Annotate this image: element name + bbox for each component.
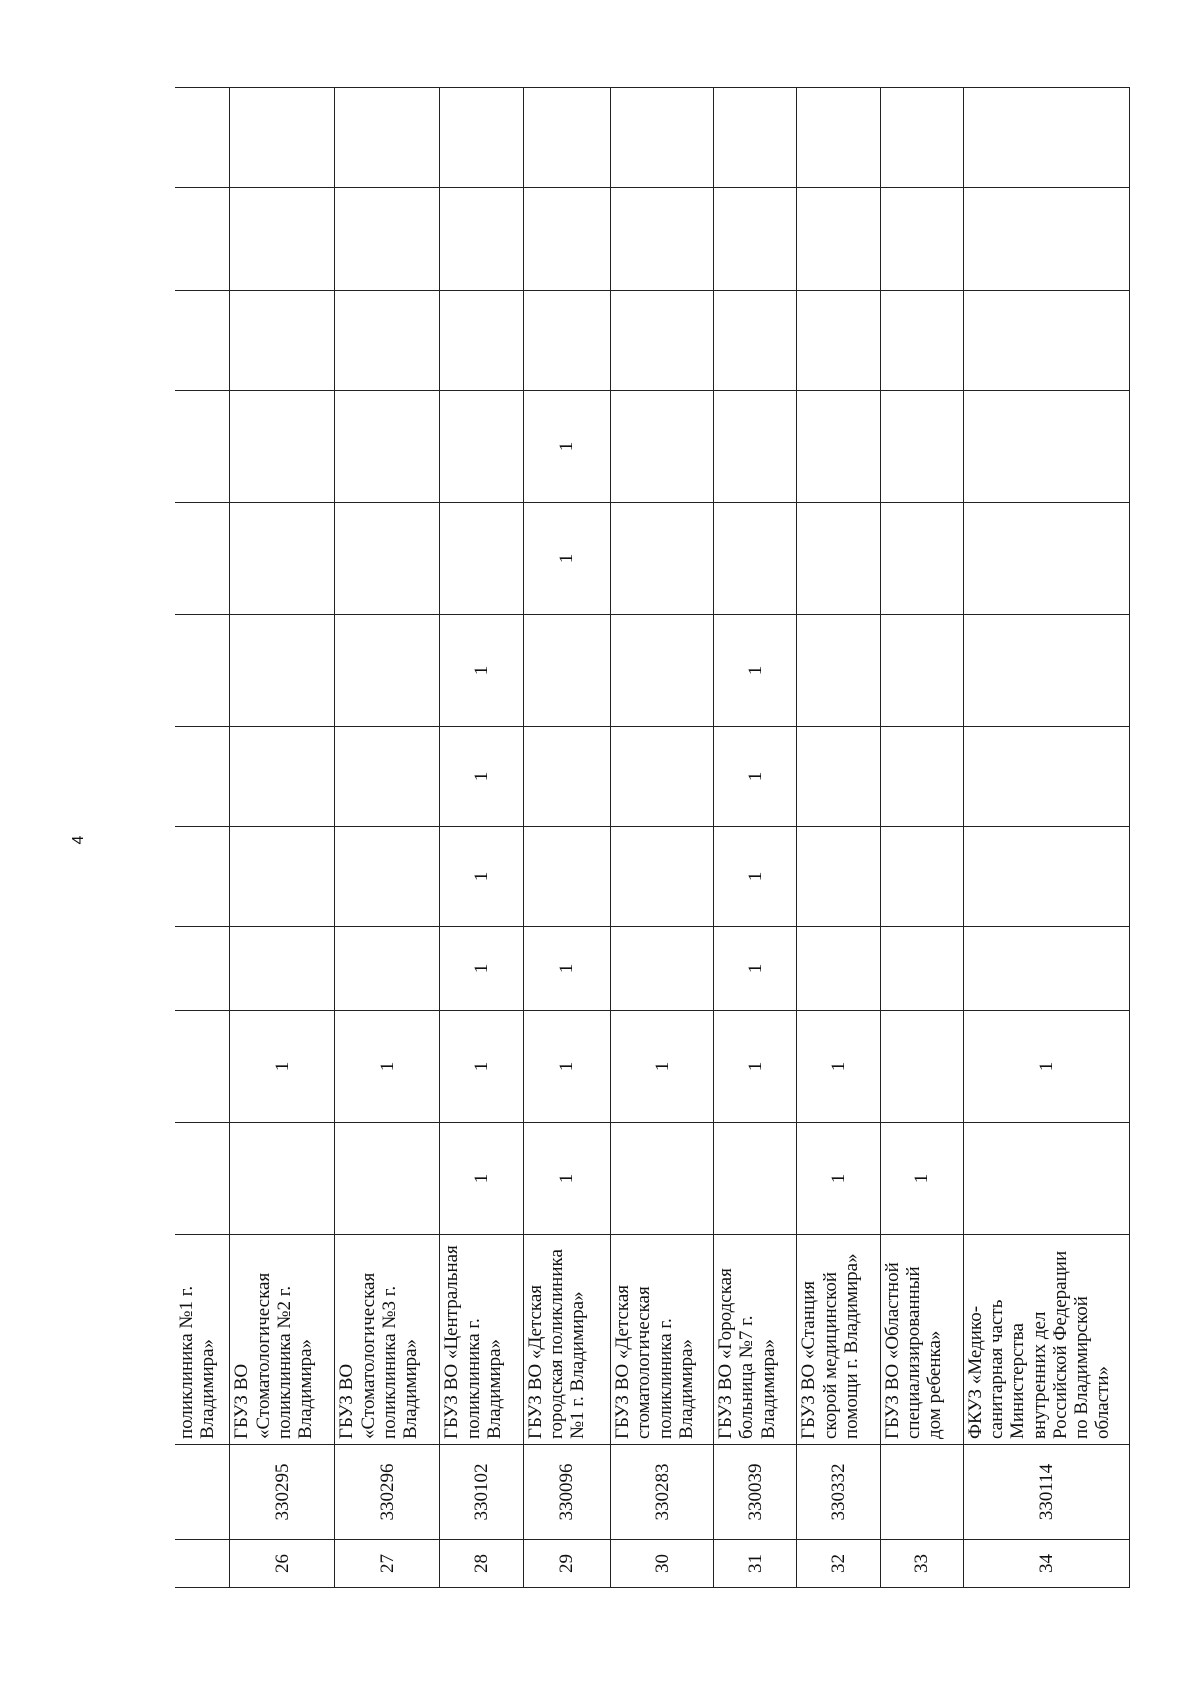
cell-mark xyxy=(335,188,440,291)
cell-mark xyxy=(714,188,797,291)
cell-mark xyxy=(523,188,611,291)
cell-mark xyxy=(335,391,440,503)
cell-mark xyxy=(335,291,440,391)
cell-mark xyxy=(523,615,611,727)
cell-facility-name: поликлиника №1 г. Владимира» xyxy=(175,1235,230,1445)
cell-mark xyxy=(335,827,440,927)
table-row xyxy=(335,88,440,1588)
cell-mark xyxy=(611,1123,714,1235)
cell-mark xyxy=(611,615,714,727)
cell-mark xyxy=(880,727,963,827)
cell-mark: 1 xyxy=(523,391,611,503)
cell-code: 330102 xyxy=(440,1445,523,1540)
cell-number: 28 xyxy=(440,1540,523,1588)
cell-mark xyxy=(335,727,440,827)
cell-mark: 1 xyxy=(440,1011,523,1123)
cell-mark xyxy=(963,1123,1129,1235)
cell-mark xyxy=(797,615,880,727)
cell-mark xyxy=(797,88,880,188)
cell-mark: 1 xyxy=(230,1011,335,1123)
cell-facility-name: ГБУЗ ВО «Детская стоматологическая поликлиника г. Владимира» xyxy=(611,1235,714,1445)
cell-mark xyxy=(230,88,335,188)
cell-mark: 1 xyxy=(440,827,523,927)
table-row xyxy=(714,88,797,1588)
cell-code: 330332 xyxy=(797,1445,880,1540)
cell-mark xyxy=(611,188,714,291)
cell-mark xyxy=(175,1011,230,1123)
cell-mark xyxy=(963,615,1129,727)
cell-mark: 1 xyxy=(440,1123,523,1235)
cell-mark xyxy=(797,927,880,1011)
cell-mark xyxy=(880,827,963,927)
cell-code: 330039 xyxy=(714,1445,797,1540)
cell-number: 29 xyxy=(523,1540,611,1588)
cell-mark xyxy=(611,927,714,1011)
cell-mark: 1 xyxy=(714,927,797,1011)
cell-mark: 1 xyxy=(440,727,523,827)
cell-number: 27 xyxy=(335,1540,440,1588)
cell-mark xyxy=(880,188,963,291)
cell-mark xyxy=(880,503,963,615)
cell-mark xyxy=(335,503,440,615)
cell-mark xyxy=(175,827,230,927)
cell-mark xyxy=(335,88,440,188)
cell-mark xyxy=(440,291,523,391)
cell-mark xyxy=(523,291,611,391)
cell-mark: 1 xyxy=(523,1011,611,1123)
cell-mark xyxy=(175,391,230,503)
cell-mark xyxy=(714,88,797,188)
cell-mark xyxy=(880,391,963,503)
cell-code xyxy=(880,1445,963,1540)
cell-mark xyxy=(175,1123,230,1235)
cell-mark xyxy=(880,1011,963,1123)
cell-facility-name: ГБУЗ ВО «Стоматологическая поликлиника №2 г. Владимира» xyxy=(230,1235,335,1445)
cell-mark xyxy=(335,1123,440,1235)
table-body xyxy=(175,88,1130,1588)
cell-number: 30 xyxy=(611,1540,714,1588)
cell-mark: 1 xyxy=(963,1011,1129,1123)
cell-mark xyxy=(963,391,1129,503)
table-row-continued xyxy=(175,88,230,1588)
cell-mark: 1 xyxy=(797,1011,880,1123)
cell-mark xyxy=(230,391,335,503)
cell-mark xyxy=(963,927,1129,1011)
cell-code: 330114 xyxy=(963,1445,1129,1540)
cell-mark xyxy=(440,88,523,188)
cell-mark xyxy=(714,291,797,391)
cell-mark xyxy=(963,188,1129,291)
cell-mark xyxy=(880,291,963,391)
cell-mark xyxy=(963,88,1129,188)
cell-mark xyxy=(880,88,963,188)
cell-mark: 1 xyxy=(714,827,797,927)
cell-mark xyxy=(963,727,1129,827)
cell-mark xyxy=(335,615,440,727)
cell-mark xyxy=(175,615,230,727)
cell-mark xyxy=(175,291,230,391)
cell-mark xyxy=(714,1123,797,1235)
cell-mark xyxy=(440,391,523,503)
cell-mark xyxy=(440,188,523,291)
cell-mark xyxy=(523,88,611,188)
page-number: 4 xyxy=(70,835,87,845)
cell-mark: 1 xyxy=(523,503,611,615)
cell-mark xyxy=(175,927,230,1011)
table-row xyxy=(611,88,714,1588)
cell-mark xyxy=(230,615,335,727)
cell-mark xyxy=(611,88,714,188)
cell-code: 330296 xyxy=(335,1445,440,1540)
cell-mark xyxy=(797,827,880,927)
cell-code: 330295 xyxy=(230,1445,335,1540)
cell-mark xyxy=(797,291,880,391)
cell-mark xyxy=(611,827,714,927)
cell-mark: 1 xyxy=(714,1011,797,1123)
table-row xyxy=(230,88,335,1588)
cell-code: 330283 xyxy=(611,1445,714,1540)
cell-mark xyxy=(523,727,611,827)
table-row xyxy=(797,88,880,1588)
cell-mark xyxy=(797,391,880,503)
cell-code: 330096 xyxy=(523,1445,611,1540)
cell-number: 26 xyxy=(230,1540,335,1588)
cell-mark xyxy=(797,503,880,615)
cell-number: 32 xyxy=(797,1540,880,1588)
cell-mark xyxy=(880,927,963,1011)
cell-mark: 1 xyxy=(440,927,523,1011)
cell-mark xyxy=(230,188,335,291)
cell-number: 34 xyxy=(963,1540,1129,1588)
cell-mark xyxy=(175,727,230,827)
facilities-table xyxy=(175,87,1130,1588)
table-row xyxy=(880,88,963,1588)
cell-mark xyxy=(611,503,714,615)
cell-mark xyxy=(963,503,1129,615)
cell-mark xyxy=(963,291,1129,391)
cell-mark xyxy=(880,615,963,727)
cell-mark xyxy=(175,88,230,188)
cell-facility-name: ГБУЗ ВО «Станция скорой медицинской помощи г. Владимира» xyxy=(797,1235,880,1445)
cell-mark xyxy=(963,827,1129,927)
cell-mark: 1 xyxy=(523,927,611,1011)
rotated-table-container xyxy=(175,88,1130,1588)
cell-mark xyxy=(230,827,335,927)
cell-mark xyxy=(523,827,611,927)
cell-mark: 1 xyxy=(523,1123,611,1235)
cell-mark xyxy=(611,391,714,503)
cell-facility-name: ГБУЗ ВО «Центральная поликлиника г. Владимира» xyxy=(440,1235,523,1445)
cell-mark xyxy=(714,391,797,503)
cell-mark: 1 xyxy=(880,1123,963,1235)
cell-mark xyxy=(611,727,714,827)
cell-mark: 1 xyxy=(440,615,523,727)
cell-mark xyxy=(611,291,714,391)
table-row xyxy=(963,88,1129,1588)
cell-facility-name: ГБУЗ ВО «Городская больница №7 г. Владимира» xyxy=(714,1235,797,1445)
cell-mark xyxy=(797,188,880,291)
cell-number: 33 xyxy=(880,1540,963,1588)
cell-facility-name: ГБУЗ ВО «Стоматологическая поликлиника №3 г. Владимира» xyxy=(335,1235,440,1445)
table-row xyxy=(440,88,523,1588)
cell-mark: 1 xyxy=(335,1011,440,1123)
cell-facility-name: ГБУЗ ВО «Детская городская поликлиника №1 г. Владимира» xyxy=(523,1235,611,1445)
cell-facility-name: ФКУЗ «Медико-санитарная часть Министерства внутренних дел Российской Федерации по Владимирской области» xyxy=(963,1235,1129,1445)
cell-mark xyxy=(440,503,523,615)
cell-mark xyxy=(714,503,797,615)
cell-mark xyxy=(230,503,335,615)
cell-mark xyxy=(230,1123,335,1235)
cell-mark xyxy=(230,291,335,391)
cell-mark: 1 xyxy=(797,1123,880,1235)
cell-mark: 1 xyxy=(714,727,797,827)
cell-mark xyxy=(230,927,335,1011)
cell-mark: 1 xyxy=(611,1011,714,1123)
cell-code xyxy=(175,1445,230,1540)
table-row xyxy=(523,88,611,1588)
cell-facility-name: ГБУЗ ВО «Областной специализированный дом ребенка» xyxy=(880,1235,963,1445)
cell-mark xyxy=(175,188,230,291)
cell-mark xyxy=(797,727,880,827)
cell-mark: 1 xyxy=(714,615,797,727)
cell-mark xyxy=(230,727,335,827)
cell-number xyxy=(175,1540,230,1588)
cell-mark xyxy=(335,927,440,1011)
cell-mark xyxy=(175,503,230,615)
cell-number: 31 xyxy=(714,1540,797,1588)
